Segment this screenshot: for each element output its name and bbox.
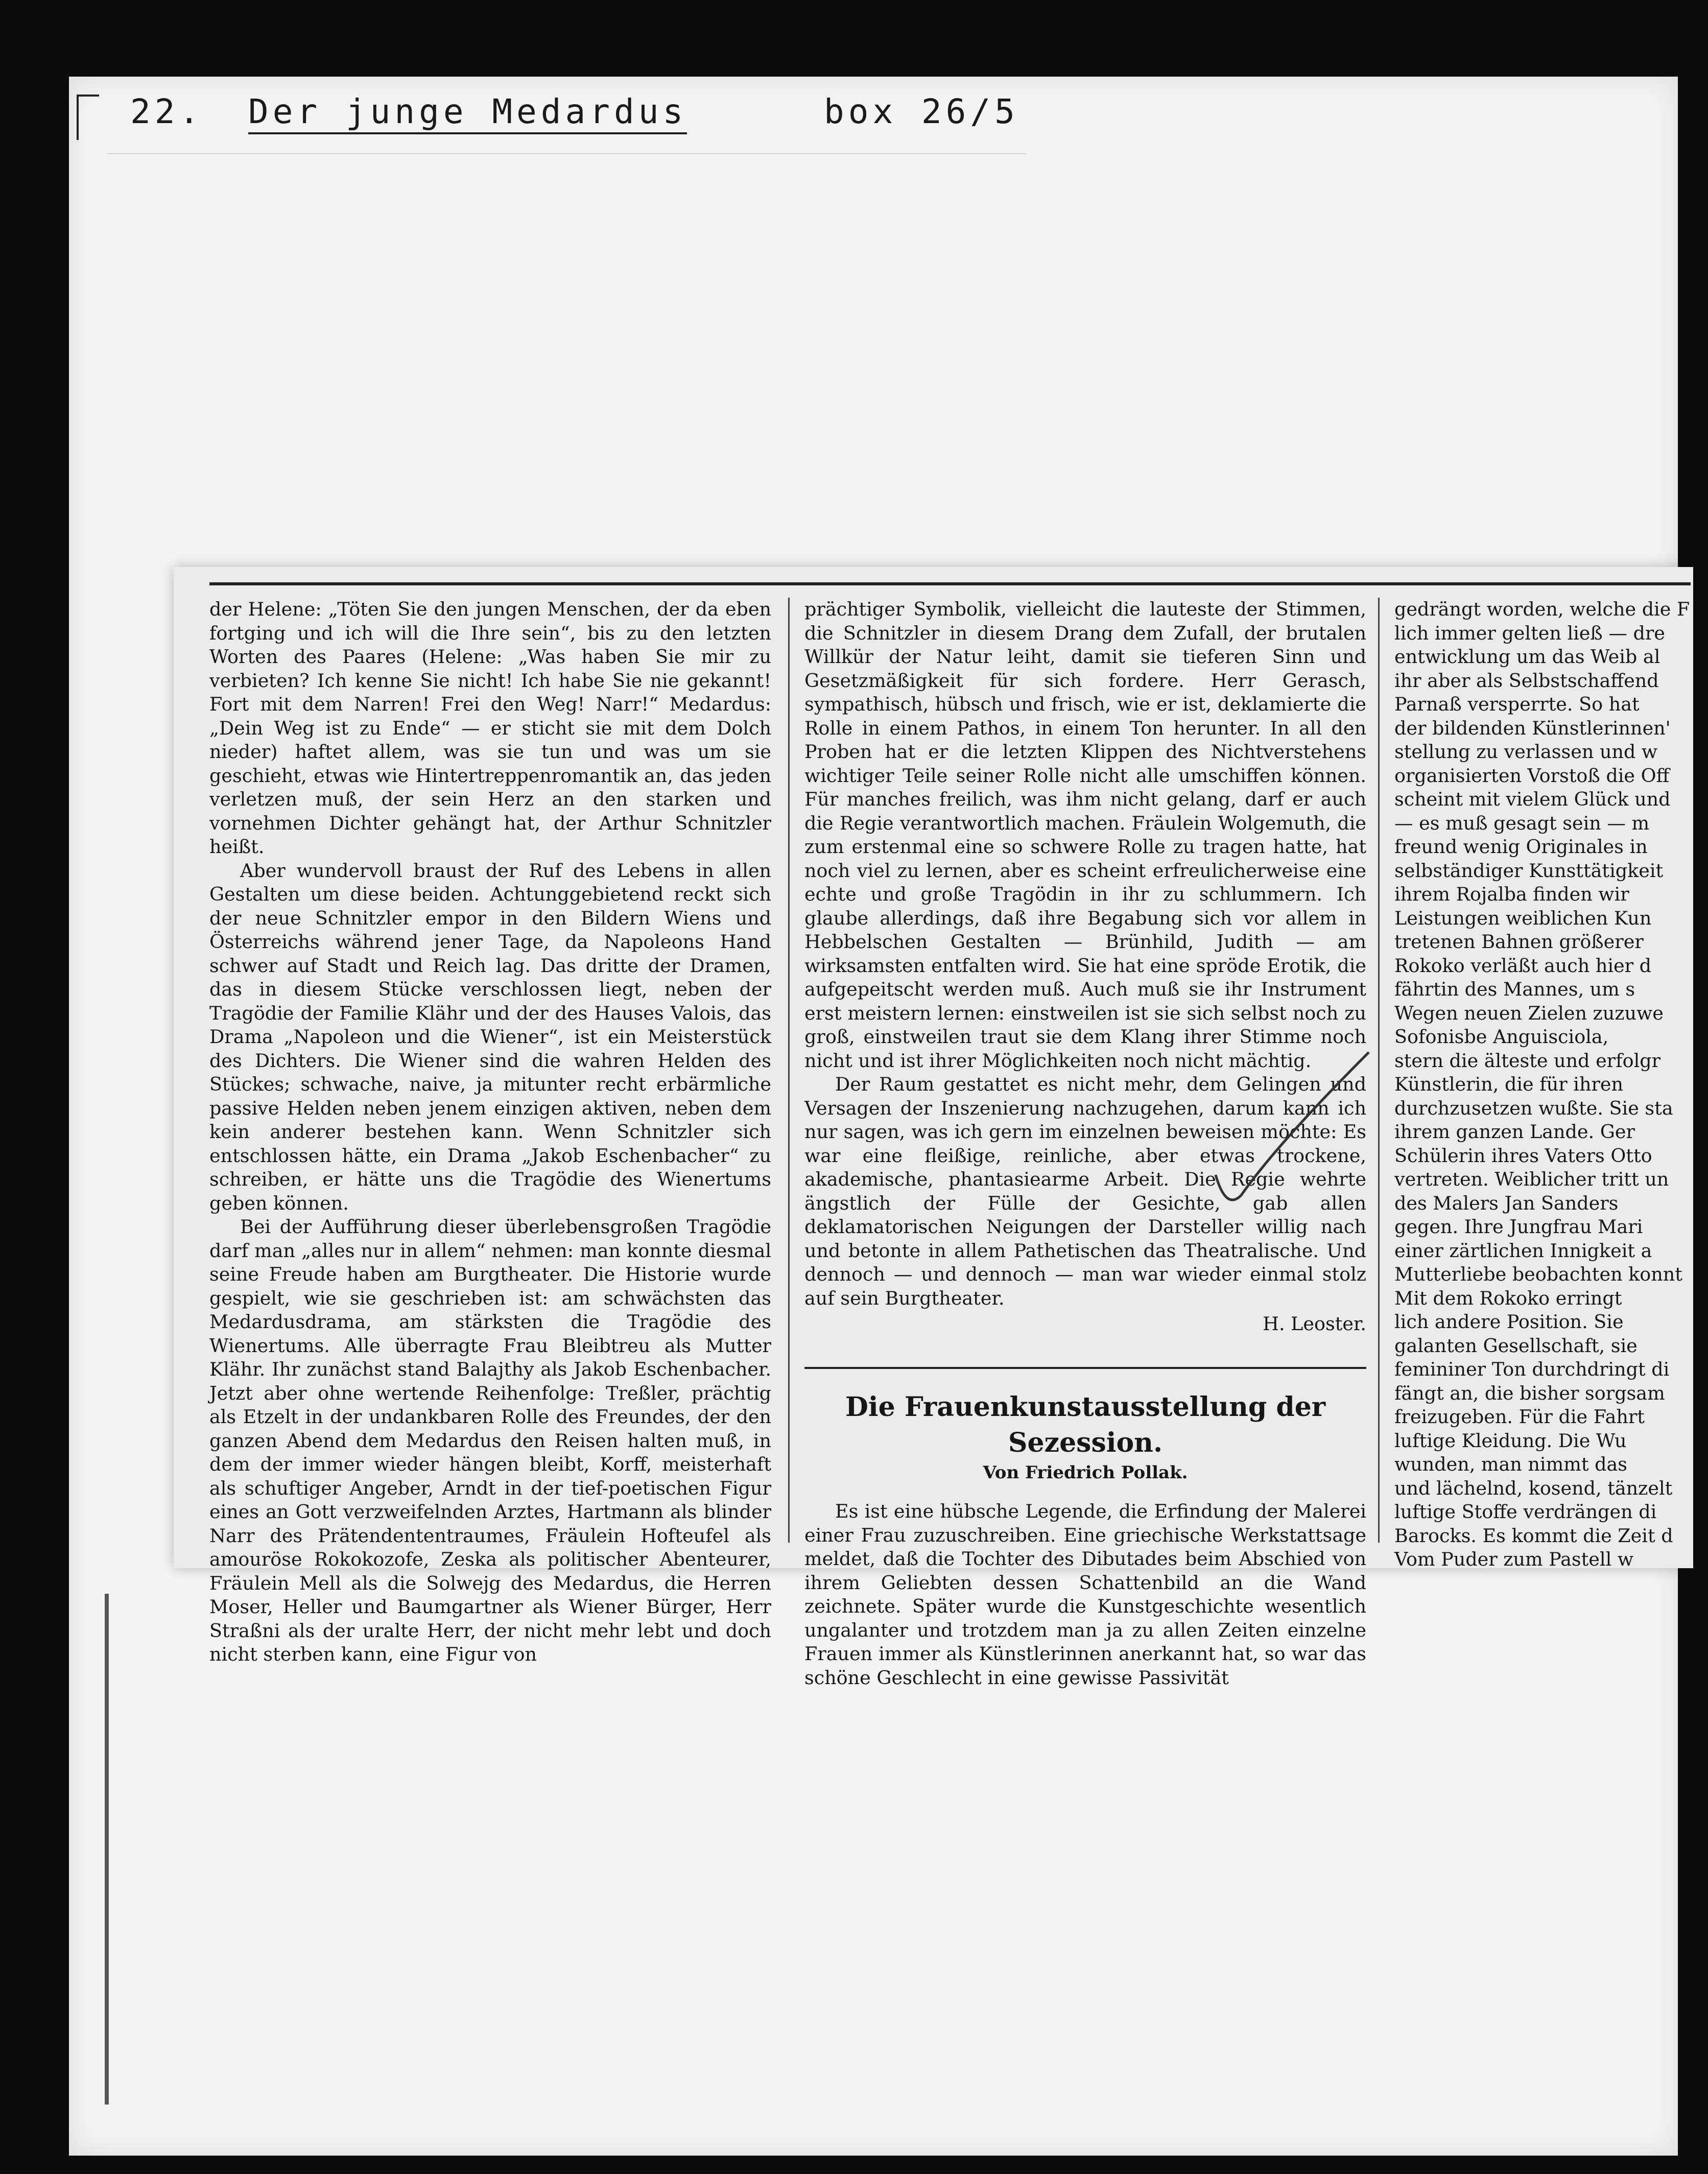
- text-line: fängt an, die bisher sorgsam: [1394, 1382, 1665, 1404]
- clipping-top-rule: [209, 582, 1691, 585]
- text-line: selbständiger Kunsttätigkeit: [1394, 859, 1664, 882]
- text-line: Mutterliebe beobachten konnt: [1394, 1263, 1682, 1285]
- text-line: Wegen neuen Zielen zuzuwe: [1394, 1002, 1664, 1024]
- text-line: und lächelnd, kosend, tänzelt: [1394, 1477, 1673, 1499]
- header-box: box 26/5: [823, 92, 1019, 131]
- newspaper-clipping: [174, 567, 1693, 1689]
- text-line: ihr aber als Selbstschaffend: [1394, 669, 1659, 692]
- archive-header: [130, 92, 1019, 131]
- text-line: Leistungen weiblichen Kun: [1394, 907, 1652, 929]
- article-byline: Von Friedrich Pollak.: [983, 1462, 1188, 1483]
- text-line: einer zärtlichen Innigkeit a: [1394, 1239, 1652, 1262]
- text-line: organisierten Vorstoß die Off: [1394, 764, 1670, 787]
- text-line: Sofonisbe Anguisciola,: [1394, 1026, 1609, 1048]
- text-line: galanten Gesellschaft, sie: [1394, 1334, 1638, 1357]
- text-line: des Malers Jan Sanders: [1394, 1192, 1619, 1214]
- text-line: Rokoko verläßt auch hier d: [1394, 954, 1652, 977]
- column-divider: [788, 598, 790, 1543]
- header-number: 22.: [130, 92, 204, 131]
- paragraph: der Helene: „Töten Sie den jungen Menschen, der da eben fortging und ich will die Ihre sein“, bis zu den letzten Worten des Paares (Helene: „Was haben Sie mir zu verbieten? Ich kenne Sie nicht! Ich habe Sie nie gekannt! Fort mit dem Narren! Frei den Weg! Narr!“ Medardus: „Dein Weg ist zu Ende“ — er sticht sie mit dem Dolch nieder) haftet allem, was sie tun und was um sie geschieht, etwas wie Hintertreppenromantik an, das jeden verletzen muß, der sein Herz an den starken und vornehmen Dichter gehängt hat, der Arthur Schnitzler heißt.: [209, 598, 771, 858]
- scan-edge-shadow: [105, 1594, 109, 2105]
- text-line: ihrem ganzen Lande. Ger: [1394, 1121, 1635, 1143]
- text-line: der bildenden Künstlerinnen': [1394, 717, 1671, 739]
- text-line: ihrem Rojalba finden wir: [1394, 883, 1629, 905]
- text-line: tretenen Bahnen größerer: [1394, 931, 1644, 953]
- text-line: Parnaß versperrte. So hat: [1394, 693, 1640, 715]
- text-line: lich immer gelten ließ — dre: [1394, 622, 1665, 644]
- author-signature: H. Leoster.: [1263, 1313, 1366, 1335]
- text-line: luftige Stoffe verdrängen di: [1394, 1501, 1657, 1523]
- text-line: durchzusetzen wußte. Sie sta: [1394, 1097, 1673, 1119]
- text-line: Schülerin ihres Vaters Otto: [1394, 1144, 1652, 1167]
- text-line: gedrängt worden, welche die F: [1394, 598, 1690, 620]
- text-line: — es muß gesagt sein — m: [1394, 812, 1650, 834]
- text-line: Mit dem Rokoko erringt: [1394, 1287, 1622, 1309]
- header-rule: [107, 153, 1027, 154]
- column-1: [209, 598, 771, 1665]
- header-title: Der junge Medardus: [248, 92, 687, 134]
- text-line: femininer Ton durchdringt di: [1394, 1358, 1670, 1380]
- paragraph: Der Raum gestattet es nicht mehr, dem Gelingen und Versagen der Inszenierung nachzugehen, darum kann ich nur sagen, was ich gern im einzelnen beweisen möchte: Es war eine fleißige, reinliche, aber etwas trockene, akademische, phantasiearme Arbeit. Die Regie wehrte ängstlich der Fülle der Gesichte, gab allen deklamatorischen Neigungen der Darsteller willig nach und betonte in allem Pathetischen das Theatralische. Und dennoch — und dennoch — man war wieder einmal stolz auf sein Burgtheater.: [804, 1073, 1366, 1309]
- text-line: lich andere Position. Sie: [1394, 1311, 1624, 1333]
- paragraph: Bei der Aufführung dieser überlebensgroßen Tragödie darf man „alles nur in allem“ nehmen: man konnte diesmal seine Freude haben am Burgtheater. Die Historie wurde gespielt, wie sie geschrieben ist: am schwächsten das Medardusdrama, am stärksten die Tragödie des Wienertums. Alle überragte Frau Bleibtreu als Mutter Klähr. Ihr zunächst stand Balajthy als Jakob Eschenbacher. Jetzt aber ohne wertende Reihenfolge: Treßler, prächtig als Etzelt in der undankbaren Rolle des Freundes, der den ganzen Abend dem Medardus den Reisen halten muß, in dem der immer wieder hängen bleibt, Korff, meisterhaft als schuftiger Angeber, Arndt in der tief-poetischen Figur eines an Gott verzweifelnden Arztes, Hartmann als blinder Narr des Prätendententraumes, Fräulein Hofteufel als amouröse Rokokozofe, Zeska als politischer Abenteurer, Fräulein Mell als die Solwejg des Medardus, die Herren Moser, Heller und Baumgartner als Wiener Bürger, Herr Straßni als der uralte Herr, der nicht mehr lebt und doch nicht sterben kann, eine Figur von: [209, 1216, 771, 1665]
- paragraph: Es ist eine hübsche Legende, die Erfindung der Malerei einer Frau zuzuschreiben. Eine griechische Werkstattsage meldet, daß die Tochter des Dibutades beim Abschied von ihrem Geliebten dessen Schattenbild an die Wand zeichnete. Später wurde die Kunstgeschichte wesentlich ungalanter und trotzdem man ja zu allen Zeiten einzelne Frauen immer als Künstlerinnen anerkannt hat, so war das schöne Geschlecht in eine gewisse Passivität: [804, 1500, 1366, 1689]
- corner-mark: [77, 94, 99, 140]
- pencil-check-mark: [1205, 1042, 1379, 1226]
- text-line: luftige Kleidung. Die Wu: [1394, 1429, 1627, 1452]
- text-line: Barocks. Es kommt die Zeit d: [1394, 1524, 1673, 1547]
- article-headline: Die Frauenkunstausstellung der Sezession.: [804, 1367, 1366, 1461]
- paragraph: prächtiger Symbolik, vielleicht die lauteste der Stimmen, die Schnitzler in diesem Drang dem Zufall, der brutalen Willkür der Natur leiht, damit sie tieferen Sinn und Gesetzmäßigkeit für sich fordere. Herr Gerasch, sympathisch, hübsch und frisch, wie er ist, deklamierte die Rolle in einem Pathos, in einem Ton herunter. In all den Proben hat er die letzten Klippen des Nichtverstehens wichtiger Teile seiner Rolle nicht alle umschiffen können. Für manches freilich, was ihm nicht gelang, darf er auch die Regie verantwortlich machen. Fräulein Wolgemuth, die zum erstenmal eine so schwere Rolle zu tragen hatte, hat noch viel zu lernen, aber es scheint erfreulicherweise eine echte und große Tragödin in ihr zu schlummern. Ich glaube allerdings, daß ihre Begabung sich vor allem in Hebbelschen Gestalten — Brünhild, Judith — am wirksamsten entfalten wird. Sie hat eine spröde Erotik, die aufgepeitscht werden muß. Auch muß sie ihr Instrument erst meistern lernen: einstweilen ist sie sich selbst noch zu groß, einstweilen traut sie dem Klang ihrer Stimme noch nicht und ist ihrer Möglichkeiten noch nicht mächtig.: [804, 598, 1366, 1072]
- text-line: scheint mit vielem Glück und: [1394, 788, 1671, 810]
- text-line: stern die älteste und erfolgr: [1394, 1049, 1661, 1072]
- text-line: vertreten. Weiblicher tritt un: [1394, 1168, 1669, 1190]
- text-line: gegen. Ihre Jungfrau Mari: [1394, 1216, 1643, 1238]
- text-line: Vom Puder zum Pastell w: [1394, 1548, 1634, 1570]
- text-line: fährtin des Mannes, um s: [1394, 978, 1635, 1000]
- column-3: [1394, 598, 1693, 1570]
- text-line: stellung zu verlassen und w: [1394, 741, 1658, 763]
- paragraph: Aber wundervoll braust der Ruf des Lebens in allen Gestalten um diese beiden. Achtunggebietend reckt sich der neue Schnitzler empor in den Bildern Wiens und Österreichs während jener Tage, da Napoleons Hand schwer auf Stadt und Reich lag. Das dritte der Dramen, das in diesem Stücke verschlossen liegt, neben der Tragödie der Familie Klähr und der des Hauses Valois, das Drama „Napoleon und die Wiener“, ist ein Meisterstück des Dichters. Die Wiener sind die wahren Helden des Stückes; schwache, naive, ja mitunter recht erbärmliche passive Helden neben jenem einzigen aktiven, neben dem kein anderer bestehen kann. Wenn Schnitzler sich entschlossen hätte, ein Drama „Jakob Eschenbacher“ zu schreiben, er hätte uns die Tragödie des Wienertums geben können.: [209, 859, 771, 1214]
- text-line: freund wenig Originales in: [1394, 836, 1648, 858]
- text-line: freizugeben. Für die Fahrt: [1394, 1406, 1645, 1428]
- text-line: entwicklung um das Weib al: [1394, 646, 1660, 668]
- text-line: wunden, man nimmt das: [1394, 1453, 1627, 1475]
- text-line: Künstlerin, die für ihren: [1394, 1073, 1624, 1095]
